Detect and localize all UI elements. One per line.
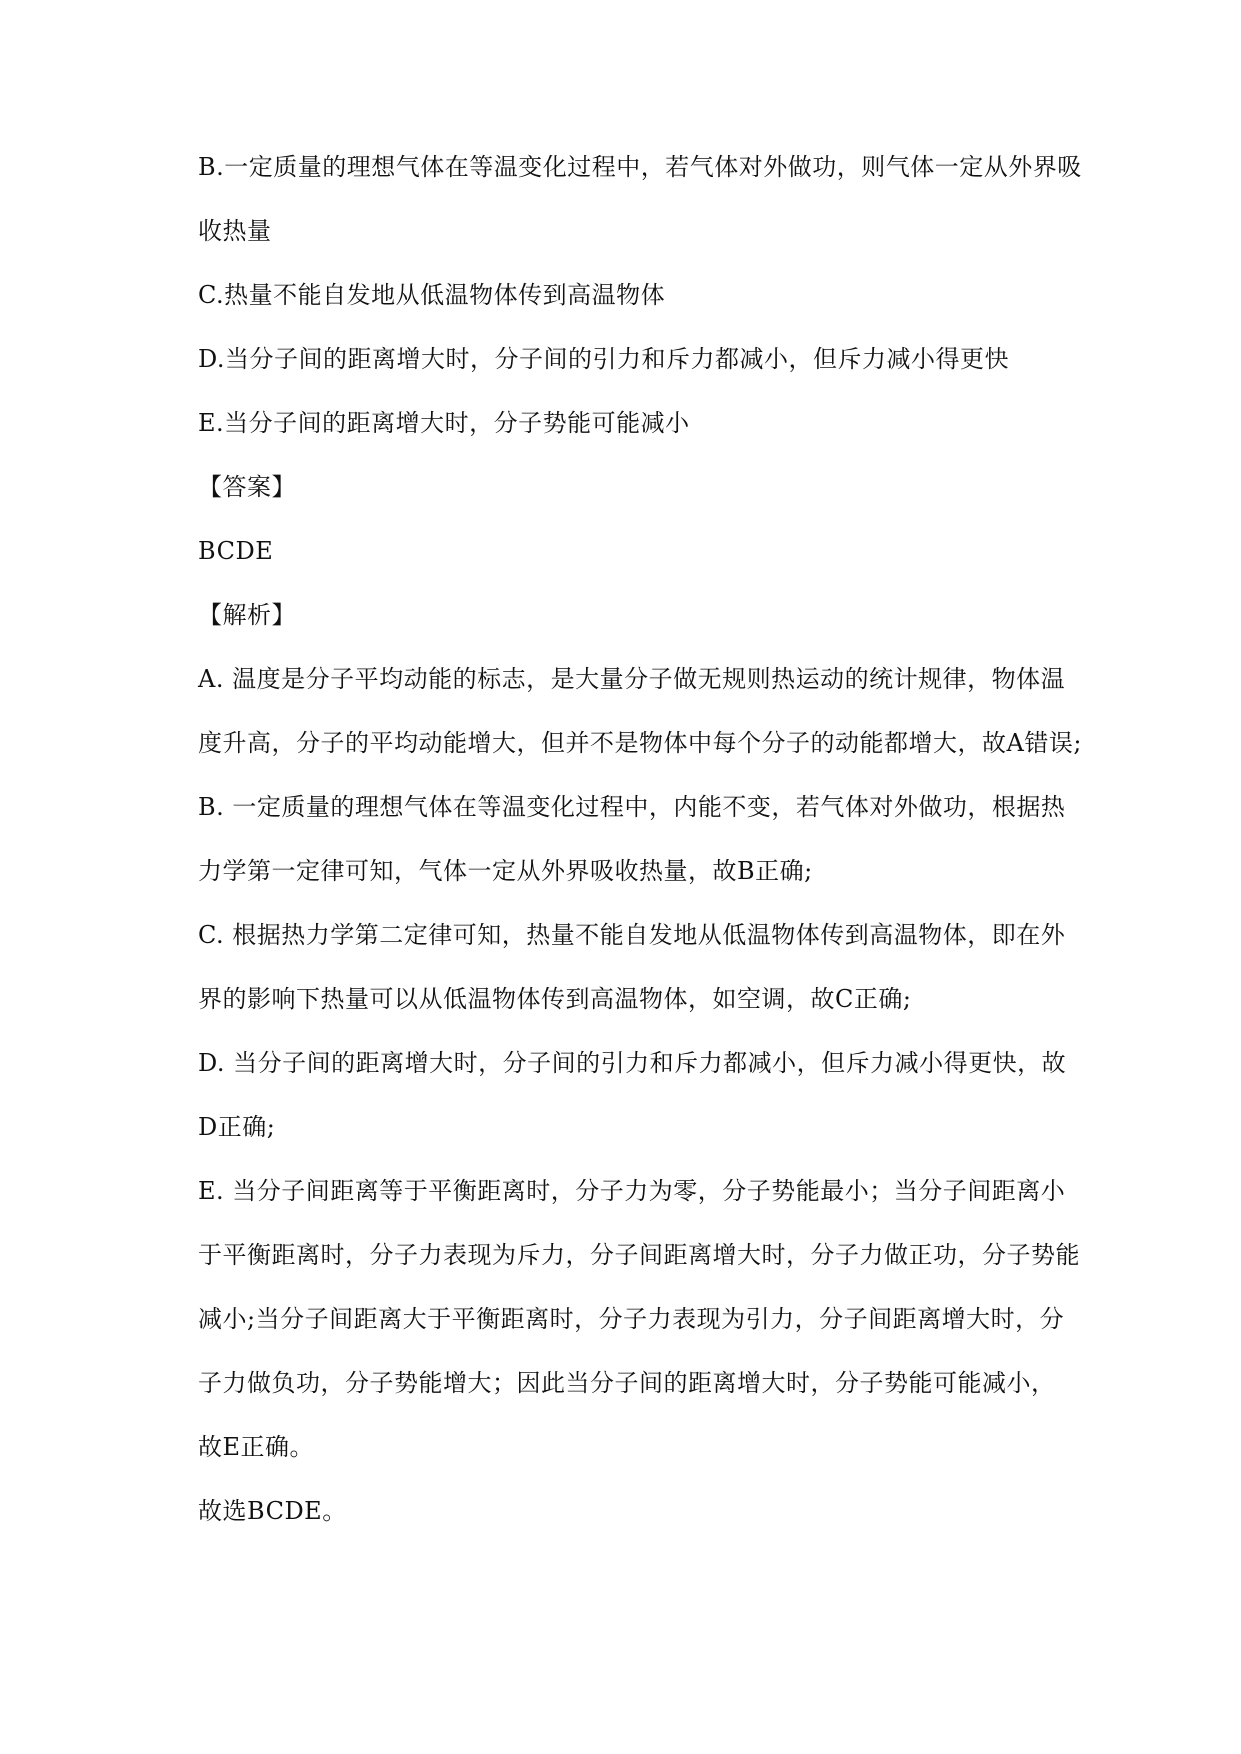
analysis-b-line-2: 力学第一定律可知，气体一定从外界吸收热量，故B正确; — [198, 857, 813, 885]
option-b-line-1: B.一定质量的理想气体在等温变化过程中，若气体对外做功，则气体一定从外界吸 — [198, 153, 1082, 181]
option-c: C.热量不能自发地从低温物体传到高温物体 — [198, 281, 666, 309]
analysis-e-line-2: 于平衡距离时，分子力表现为斥力，分子间距离增大时，分子力做正功，分子势能 — [198, 1241, 1080, 1269]
conclusion: 故选BCDE。 — [198, 1497, 347, 1525]
answer-value: BCDE — [198, 537, 274, 565]
answer-heading: 【答案】 — [198, 473, 296, 501]
analysis-b-line-1: B. 一定质量的理想气体在等温变化过程中，内能不变，若气体对外做功，根据热 — [198, 793, 1066, 821]
analysis-e-line-1: E. 当分子间距离等于平衡距离时，分子力为零，分子势能最小；当分子间距离小 — [198, 1177, 1066, 1205]
analysis-a-line-2: 度升高，分子的平均动能增大，但并不是物体中每个分子的动能都增大，故A错误; — [198, 729, 1082, 757]
option-b-line-2: 收热量 — [198, 217, 272, 245]
analysis-d-line-1: D. 当分子间的距离增大时，分子间的引力和斥力都减小，但斥力减小得更快，故 — [198, 1049, 1067, 1077]
analysis-e-line-4: 子力做负功，分子势能增大；因此当分子间的距离增大时，分子势能可能减小， — [198, 1369, 1056, 1397]
analysis-c-line-1: C. 根据热力学第二定律可知，热量不能自发地从低温物体传到高温物体，即在外 — [198, 921, 1066, 949]
option-d: D.当分子间的距离增大时，分子间的引力和斥力都减小，但斥力减小得更快 — [198, 345, 1010, 373]
analysis-d-line-2: D正确; — [198, 1113, 276, 1141]
option-e: E.当分子间的距离增大时，分子势能可能减小 — [198, 409, 690, 437]
analysis-c-line-2: 界的影响下热量可以从低温物体传到高温物体，如空调，故C正确; — [198, 985, 912, 1013]
analysis-e-line-5: 故E正确。 — [198, 1433, 315, 1461]
analysis-e-line-3: 减小;当分子间距离大于平衡距离时，分子力表现为引力，分子间距离增大时，分 — [198, 1305, 1065, 1333]
analysis-a-line-1: A. 温度是分子平均动能的标志，是大量分子做无规则热运动的统计规律，物体温 — [198, 665, 1066, 693]
analysis-heading: 【解析】 — [198, 601, 296, 629]
